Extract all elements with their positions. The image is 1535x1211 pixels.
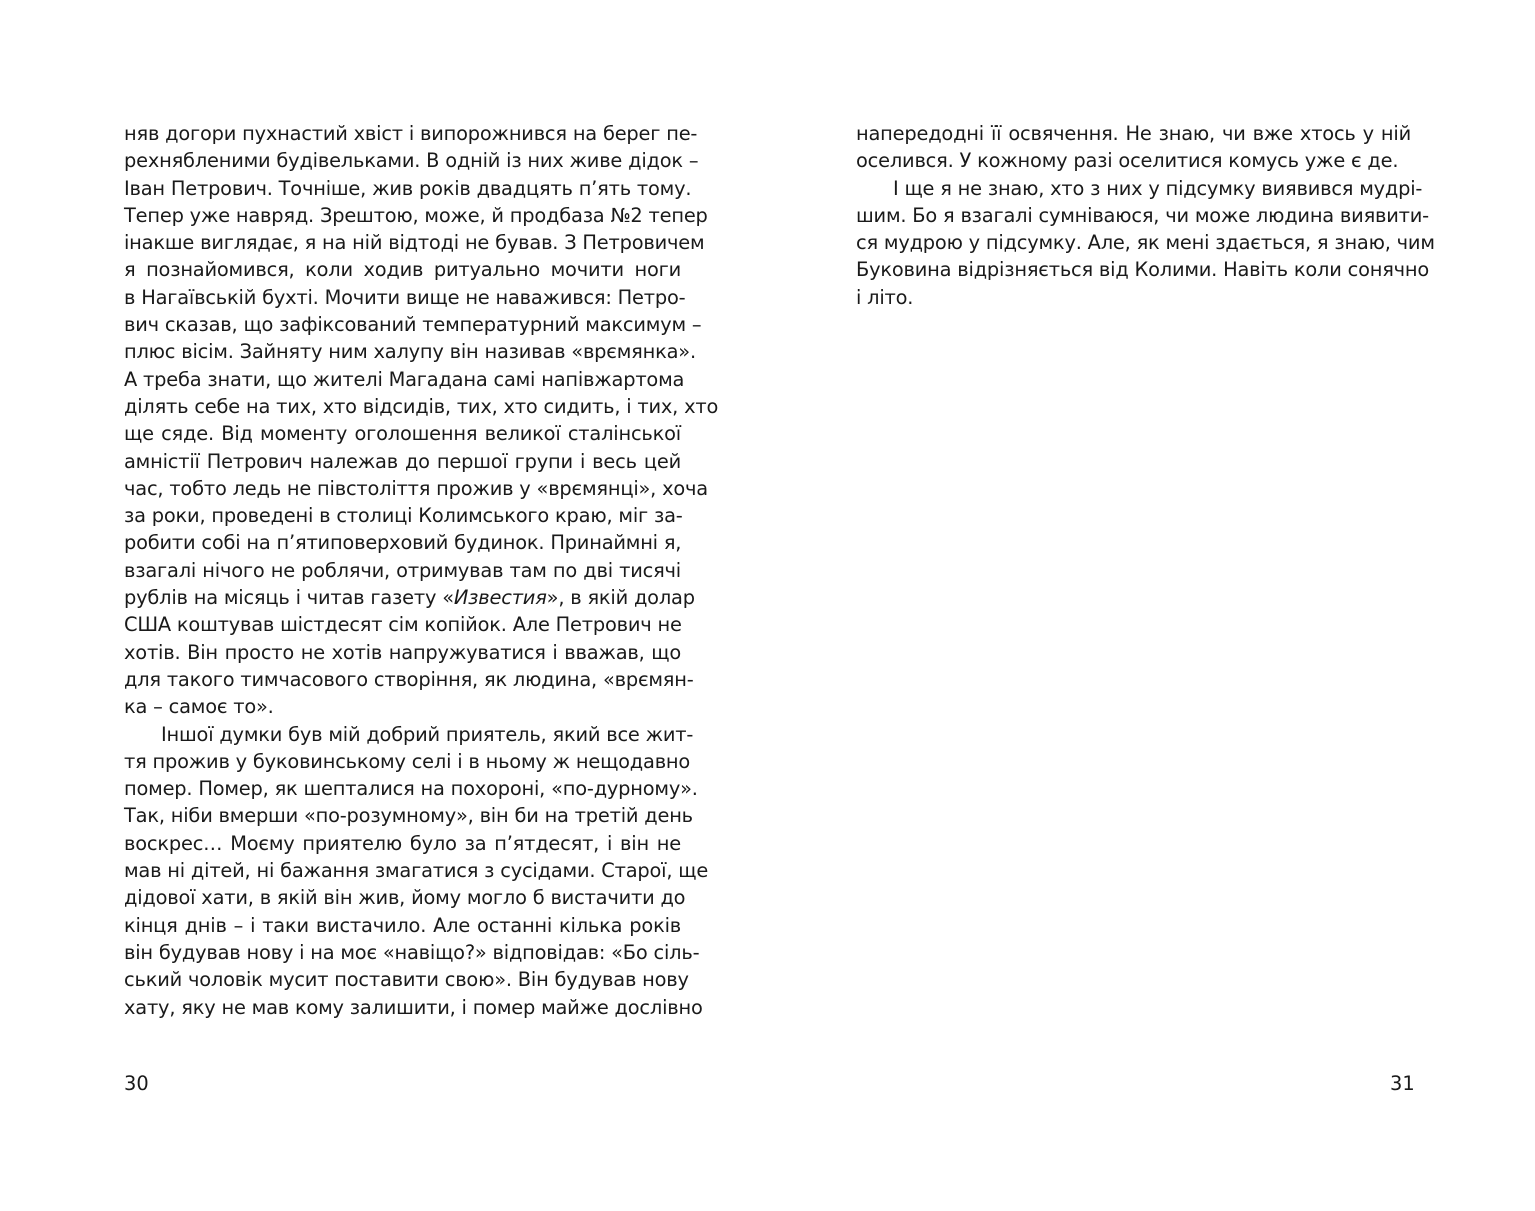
text-line: взагалі нічого не роблячи, отримував там по дві тисячі — [124, 558, 681, 582]
text-line: Іван Петрович. Точніше, жив років двадцять п’ять тому. — [124, 176, 692, 200]
text-line-with-italic — [124, 584, 695, 611]
text-line: хату, яку не мав кому залишити, і помер майже дослівно — [124, 995, 703, 1019]
right-page — [768, 0, 1535, 1211]
text-line: кінця днів – і таки вистачило. Але останні кілька років — [124, 913, 681, 937]
right-page-text — [856, 120, 1435, 311]
left-page-text — [124, 120, 719, 1021]
text-line: воскрес… Моєму приятелю було за п’ятдесят, і він не — [124, 831, 681, 855]
text-segment: », в якій долар — [546, 586, 695, 610]
text-line: тя прожив у буковинському селі і в ньому ж нещодавно — [124, 749, 691, 773]
text-line: А треба знати, що жителі Магадана самі напівжартома — [124, 367, 685, 391]
text-line: амністії Петрович належав до першої групи і весь цей — [124, 449, 681, 473]
text-line: плюс вісім. Зайняту ним халупу він називав «врємянка». — [124, 340, 696, 364]
newspaper-title: Известия — [453, 586, 547, 610]
text-line: Буковина відрізняється від Колими. Навіть коли сонячно — [856, 258, 1430, 282]
text-line: напередодні її освячення. Не знаю, чи вже хтось у ній — [856, 122, 1411, 145]
text-line: США коштував шістдесят сім копійок. Але Петрович не — [124, 613, 682, 637]
text-line: дідової хати, в якій він жив, йому могло б вистачити до — [124, 886, 686, 910]
paragraph-first-line: Іншої думки був мій добрий приятель, який все жит- — [161, 722, 694, 746]
text-line: рехнябленими будівельками. В одній із них живе дідок – — [124, 149, 699, 173]
text-line: для такого тимчасового створіння, як людина, «врємян- — [124, 667, 694, 691]
page-number: 30 — [124, 1072, 149, 1095]
text-line: ський чоловік мусит поставити свою». Він будував нову — [124, 968, 689, 992]
text-line: Так, ніби вмерши «по-розумному», він би на третій день — [124, 804, 693, 828]
text-line: інакше виглядає, я на ній відтоді не бував. З Петровичем — [124, 231, 705, 255]
page-number: 31 — [1390, 1072, 1415, 1095]
text-line: ся мудрою у підсумку. Але, як мені здається, я знаю, чим — [856, 231, 1435, 255]
text-line: вич сказав, що зафіксований температурний максимум – — [124, 313, 702, 337]
text-line: я познайомився, коли ходив ритуально мочити ноги — [124, 258, 681, 282]
text-line: няв догори пухнастий хвіст і випорожнився на берег пе- — [124, 122, 698, 145]
text-line: робити собі на п’ятиповерховий будинок. Принаймні я, — [124, 531, 682, 555]
text-line: хотів. Він просто не хотів напружуватися і вважав, що — [124, 640, 681, 664]
text-line: ще сяде. Від моменту оголошення великої сталінської — [124, 422, 681, 446]
text-line: шим. Бо я взагалі сумніваюся, чи може людина виявити- — [856, 203, 1429, 227]
text-line: він будував нову і на моє «навіщо?» відповідав: «Бо сіль- — [124, 940, 700, 964]
text-line: ділять себе на тих, хто відсидів, тих, хто сидить, і тих, хто — [124, 394, 719, 418]
text-line: помер. Помер, як шепталися на похороні, «по-дурному». — [124, 777, 698, 801]
paragraph-last-line: ка – самоє то». — [124, 695, 274, 719]
paragraph-last-line: оселився. У кожному разі оселитися комусь уже є де. — [856, 149, 1399, 173]
text-line: час, тобто ледь не півстоліття прожив у «врємянці», хоча — [124, 476, 708, 500]
text-line: за роки, проведені в столиці Колимського краю, міг за- — [124, 504, 683, 528]
text-line: Тепер уже навряд. Зрештою, може, й продбаза №2 тепер — [124, 203, 708, 227]
text-line: в Нагаївській бухті. Мочити вище не наважився: Петро- — [124, 285, 686, 309]
paragraph-first-line: І ще я не знаю, хто з них у підсумку виявився мудрі- — [893, 176, 1423, 200]
text-segment: рублів на місяць і читав газету « — [124, 586, 454, 610]
text-line: мав ні дітей, ні бажання змагатися з сусідами. Старої, ще — [124, 859, 709, 883]
paragraph-last-line: і літо. — [856, 285, 914, 309]
